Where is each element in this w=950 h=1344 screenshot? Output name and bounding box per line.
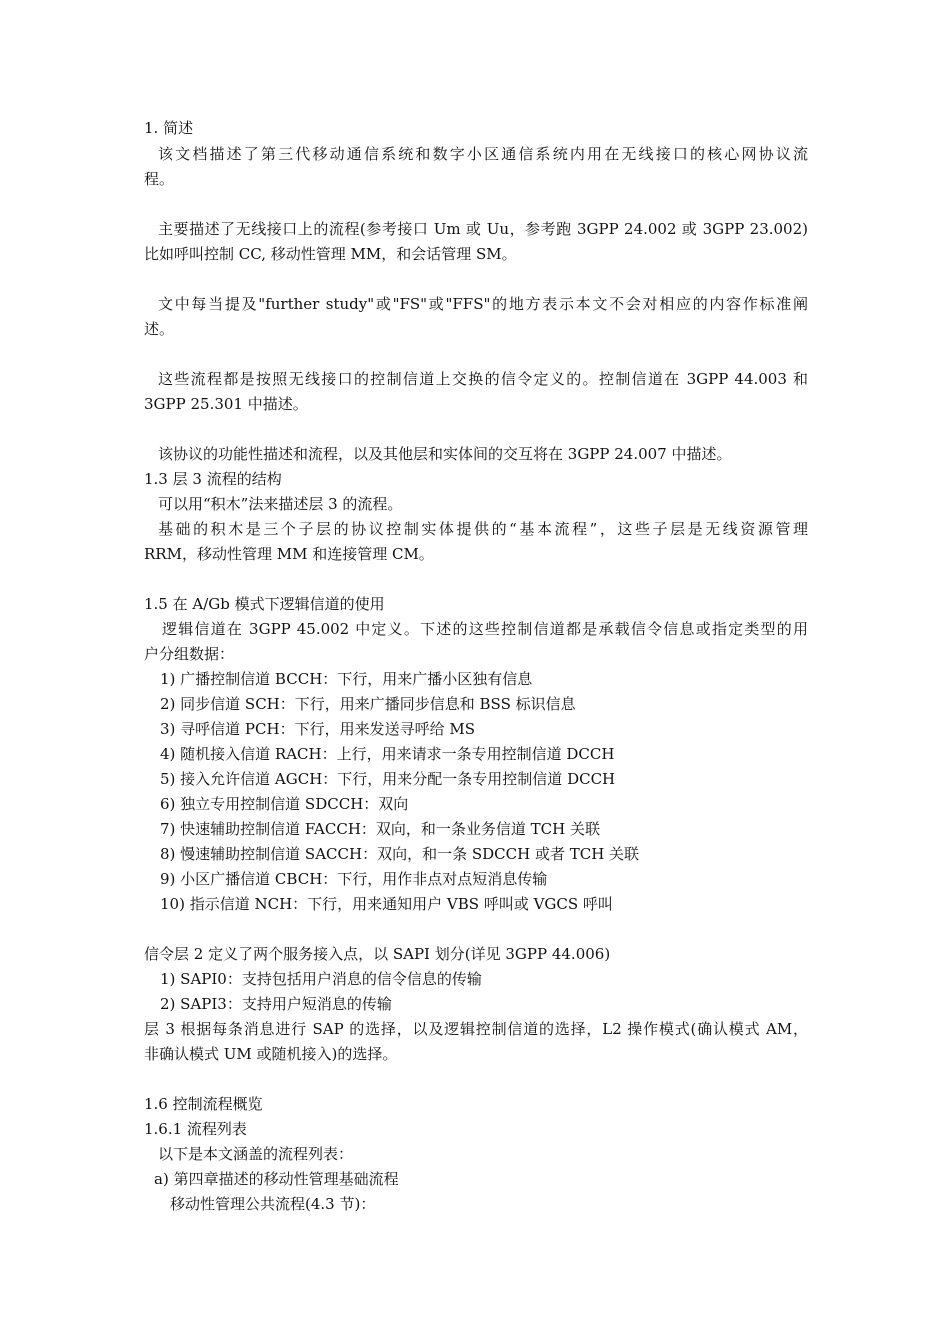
paragraph-line: 3GPP 25.301 中描述。 xyxy=(144,395,308,413)
paragraph-line: 该文档描述了第三代移动通信系统和数字小区通信系统内用在无线接口的核心网协议流 xyxy=(158,145,808,163)
list-item: 2) 同步信道 SCH：下行，用来广播同步信息和 BSS 标识信息 xyxy=(160,695,576,713)
paragraph-line: 可以用“积木”法来描述层 3 的流程。 xyxy=(158,495,403,513)
list-item: 9) 小区广播信道 CBCH：下行，用作非点对点短消息传输 xyxy=(160,870,548,888)
list-item: 6) 独立专用控制信道 SDCCH：双向 xyxy=(160,795,409,813)
paragraph-line: 以下是本文涵盖的流程列表： xyxy=(158,1145,354,1163)
section-heading-1-6: 1.6 控制流程概览 xyxy=(144,1095,263,1113)
paragraph-line: 逻辑信道在 3GPP 45.002 中定义。下述的这些控制信道都是承载信令信息或指定类型的用 xyxy=(162,620,808,638)
paragraph-line: 这些流程都是按照无线接口的控制信道上交换的信令定义的。控制信道在 3GPP 44.003 和 xyxy=(158,370,808,388)
section-heading-1-3: 1.3 层 3 流程的结构 xyxy=(144,470,282,488)
paragraph-line: 文中每当提及"further study"或"FS"或"FFS"的地方表示本文不会对相应的内容作标准阐 xyxy=(158,295,808,313)
list-item: 1) 广播控制信道 BCCH：下行，用来广播小区独有信息 xyxy=(160,670,533,688)
paragraph-line: 基础的积木是三个子层的协议控制实体提供的“基本流程”，这些子层是无线资源管理 xyxy=(158,520,808,538)
paragraph-line: RRM，移动性管理 MM 和连接管理 CM。 xyxy=(144,545,434,563)
list-item: a) 第四章描述的移动性管理基础流程 xyxy=(154,1170,399,1188)
paragraph-line: 比如呼叫控制 CC, 移动性管理 MM，和会话管理 SM。 xyxy=(144,245,517,263)
section-heading-intro: 1. 简述 xyxy=(144,119,194,137)
list-item: 5) 接入允许信道 AGCH：下行，用来分配一条专用控制信道 DCCH xyxy=(160,770,616,788)
list-item: 3) 寻呼信道 PCH：下行，用来发送寻呼给 MS xyxy=(160,720,475,738)
list-item: 2) SAPI3：支持用户短消息的传输 xyxy=(160,995,392,1013)
paragraph-line: 户分组数据： xyxy=(144,645,235,663)
paragraph-line: 层 3 根据每条消息进行 SAP 的选择，以及逻辑控制信道的选择，L2 操作模式(确认模式 AM， xyxy=(144,1020,808,1038)
paragraph-line: 程。 xyxy=(144,170,175,188)
list-item: 8) 慢速辅助控制信道 SACCH：双向，和一条 SDCCH 或者 TCH 关联 xyxy=(160,845,640,863)
paragraph-line: 述。 xyxy=(144,320,175,338)
section-heading-1-5: 1.5 在 A/Gb 模式下逻辑信道的使用 xyxy=(144,595,385,613)
paragraph-line: 该协议的功能性描述和流程，以及其他层和实体间的交互将在 3GPP 24.007 中描述。 xyxy=(158,445,732,463)
list-item: 1) SAPI0：支持包括用户消息的信令信息的传输 xyxy=(160,970,482,988)
list-item: 7) 快速辅助控制信道 FACCH：双向，和一条业务信道 TCH 关联 xyxy=(160,820,601,838)
list-item: 4) 随机接入信道 RACH：上行，用来请求一条专用控制信道 DCCH xyxy=(160,745,615,763)
paragraph-line: 主要描述了无线接口上的流程(参考接口 Um 或 Uu，参考跑 3GPP 24.002 或 3GPP 23.002) xyxy=(158,220,808,238)
paragraph-line: 非确认模式 UM 或随机接入)的选择。 xyxy=(144,1045,398,1063)
list-item: 移动性管理公共流程(4.3 节)： xyxy=(170,1195,376,1213)
paragraph-line: 信令层 2 定义了两个服务接入点，以 SAPI 划分(详见 3GPP 44.006) xyxy=(144,945,611,963)
list-item: 10) 指示信道 NCH：下行，用来通知用户 VBS 呼叫或 VGCS 呼叫 xyxy=(160,895,613,913)
section-heading-1-6-1: 1.6.1 流程列表 xyxy=(144,1120,247,1138)
